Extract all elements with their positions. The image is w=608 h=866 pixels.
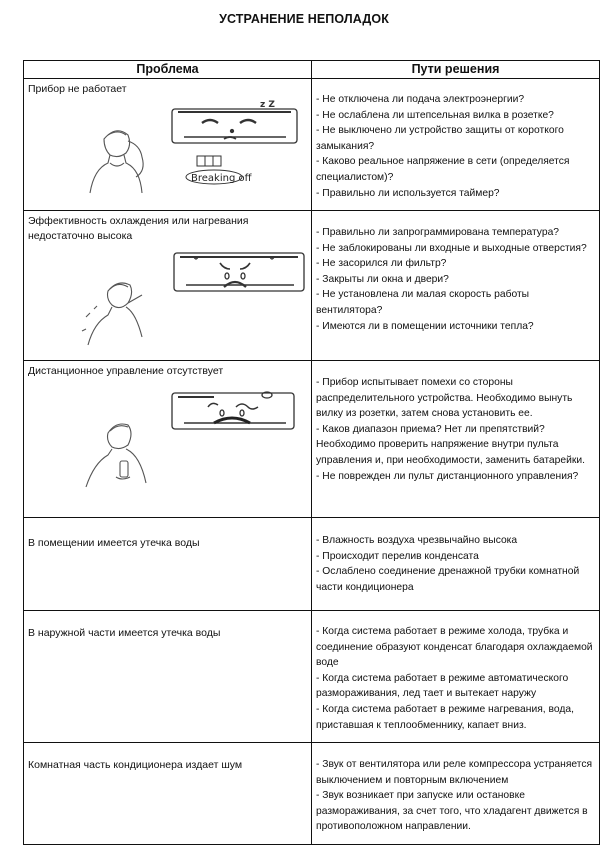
solution-item: - Не выключено ли устройство защиты от короткого замыкания? bbox=[316, 125, 564, 152]
solutions-cell bbox=[312, 743, 600, 845]
solution-item: - Не заблокированы ли входные и выходные отверстия? bbox=[316, 242, 587, 254]
solution-item: - Происходит перелив конденсата bbox=[316, 550, 479, 562]
table-row bbox=[24, 211, 600, 361]
page-title: УСТРАНЕНИЕ НЕПОЛАДОК bbox=[219, 12, 389, 26]
air-conditioner-icon bbox=[174, 253, 304, 291]
problem-cell bbox=[24, 518, 312, 611]
solutions-cell bbox=[312, 361, 600, 518]
problem-cell bbox=[24, 611, 312, 743]
solution-item: - Когда система работает в режиме холода, трубка и соединение образуют конденсат благодаря охлаждаемой воде bbox=[316, 626, 593, 669]
solution-item: - Звук возникает при запуске или остановке размораживания, за счет того, что хладагент движется в противоположном направлении. bbox=[316, 790, 588, 833]
solution-item: - Влажность воздуха чрезвычайно высока bbox=[316, 535, 518, 546]
solution-item: - Имеются ли в помещении источники тепла? bbox=[316, 320, 534, 332]
illustration-unit-remote-no-response bbox=[24, 381, 311, 501]
person-icon bbox=[90, 130, 143, 192]
solution-item: - Не отключена ли подача электроэнергии? bbox=[316, 94, 525, 105]
table-row bbox=[24, 518, 600, 611]
solution-item: - Когда система работает в режиме нагревания, вода, приставшая к теплообменнику, капает вниз. bbox=[316, 703, 574, 731]
solution-item: - Не поврежден ли пульт дистанционного управления? bbox=[316, 470, 579, 482]
problem-text: Эффективность охлаждения или нагревания недостаточно высока bbox=[28, 215, 249, 242]
table-row bbox=[24, 743, 600, 845]
solution-item: - Не ослаблена ли штепсельная вилка в розетке? bbox=[316, 109, 554, 121]
solution-item: - Когда система работает в режиме автоматического размораживания, лед тает и вытекает наружу bbox=[316, 672, 569, 700]
illustration-unit-sleeping-breaking-off bbox=[24, 99, 311, 199]
solution-item: - Правильно ли запрограммирована температура? bbox=[316, 227, 560, 238]
solution-item: - Закрыты ли окна и двери? bbox=[316, 273, 449, 285]
problem-text: Прибор не работает bbox=[28, 83, 127, 95]
solutions-cell bbox=[312, 79, 600, 211]
table-row bbox=[24, 79, 600, 211]
air-conditioner-icon bbox=[172, 392, 294, 429]
person-icon bbox=[86, 424, 146, 487]
troubleshooting-table bbox=[23, 60, 600, 845]
solution-item: - Прибор испытывает помехи со стороны распределительного устройства. Необходимо вынуть вилку из розетки, затем снова установить ее. bbox=[316, 377, 573, 420]
problem-cell bbox=[24, 743, 312, 845]
table-header-row bbox=[24, 61, 600, 79]
air-conditioner-icon bbox=[172, 109, 297, 143]
solution-item: - Не установлена ли малая скорость работы вентилятора? bbox=[316, 289, 530, 316]
problem-text: Дистанционное управление отсутствует bbox=[28, 365, 224, 377]
person-icon bbox=[82, 283, 142, 345]
problem-cell bbox=[24, 211, 312, 361]
solution-item: - Правильно ли используется таймер? bbox=[316, 187, 500, 199]
problem-cell bbox=[24, 361, 312, 518]
solutions-cell bbox=[312, 211, 600, 361]
column-header-problem: Проблема bbox=[24, 61, 312, 79]
table-row bbox=[24, 361, 600, 518]
problem-text: В наружной части имеется утечка воды bbox=[28, 627, 221, 639]
solution-item: - Звук от вентилятора или реле компрессора устраняется выключением и повторным включением bbox=[316, 759, 593, 786]
problem-text: В помещении имеется утечка воды bbox=[28, 537, 200, 549]
problem-cell bbox=[24, 79, 312, 211]
solution-item: - Не засорился ли фильтр? bbox=[316, 258, 447, 270]
solution-item: - Каков диапазон приема? Нет ли препятствий? Необходимо проверить напряжение внутри пульта управления и, при необходимости, заменить батарейки. bbox=[316, 423, 585, 466]
illustration-unit-sad-sweating bbox=[24, 245, 311, 355]
illustration-label: Breaking off bbox=[191, 172, 252, 184]
table-row bbox=[24, 611, 600, 743]
problem-text: Комнатная часть кондиционера издает шум bbox=[28, 759, 243, 771]
solution-item: - Ослаблено соединение дренажной трубки комнатной части кондиционера bbox=[316, 566, 580, 593]
solutions-cell bbox=[312, 611, 600, 743]
svg-text:z Z: z Z bbox=[260, 99, 275, 110]
column-header-solutions: Пути решения bbox=[312, 61, 600, 79]
solutions-cell bbox=[312, 518, 600, 611]
solution-item: - Каково реальное напряжение в сети (определяется специалистом)? bbox=[316, 156, 570, 183]
